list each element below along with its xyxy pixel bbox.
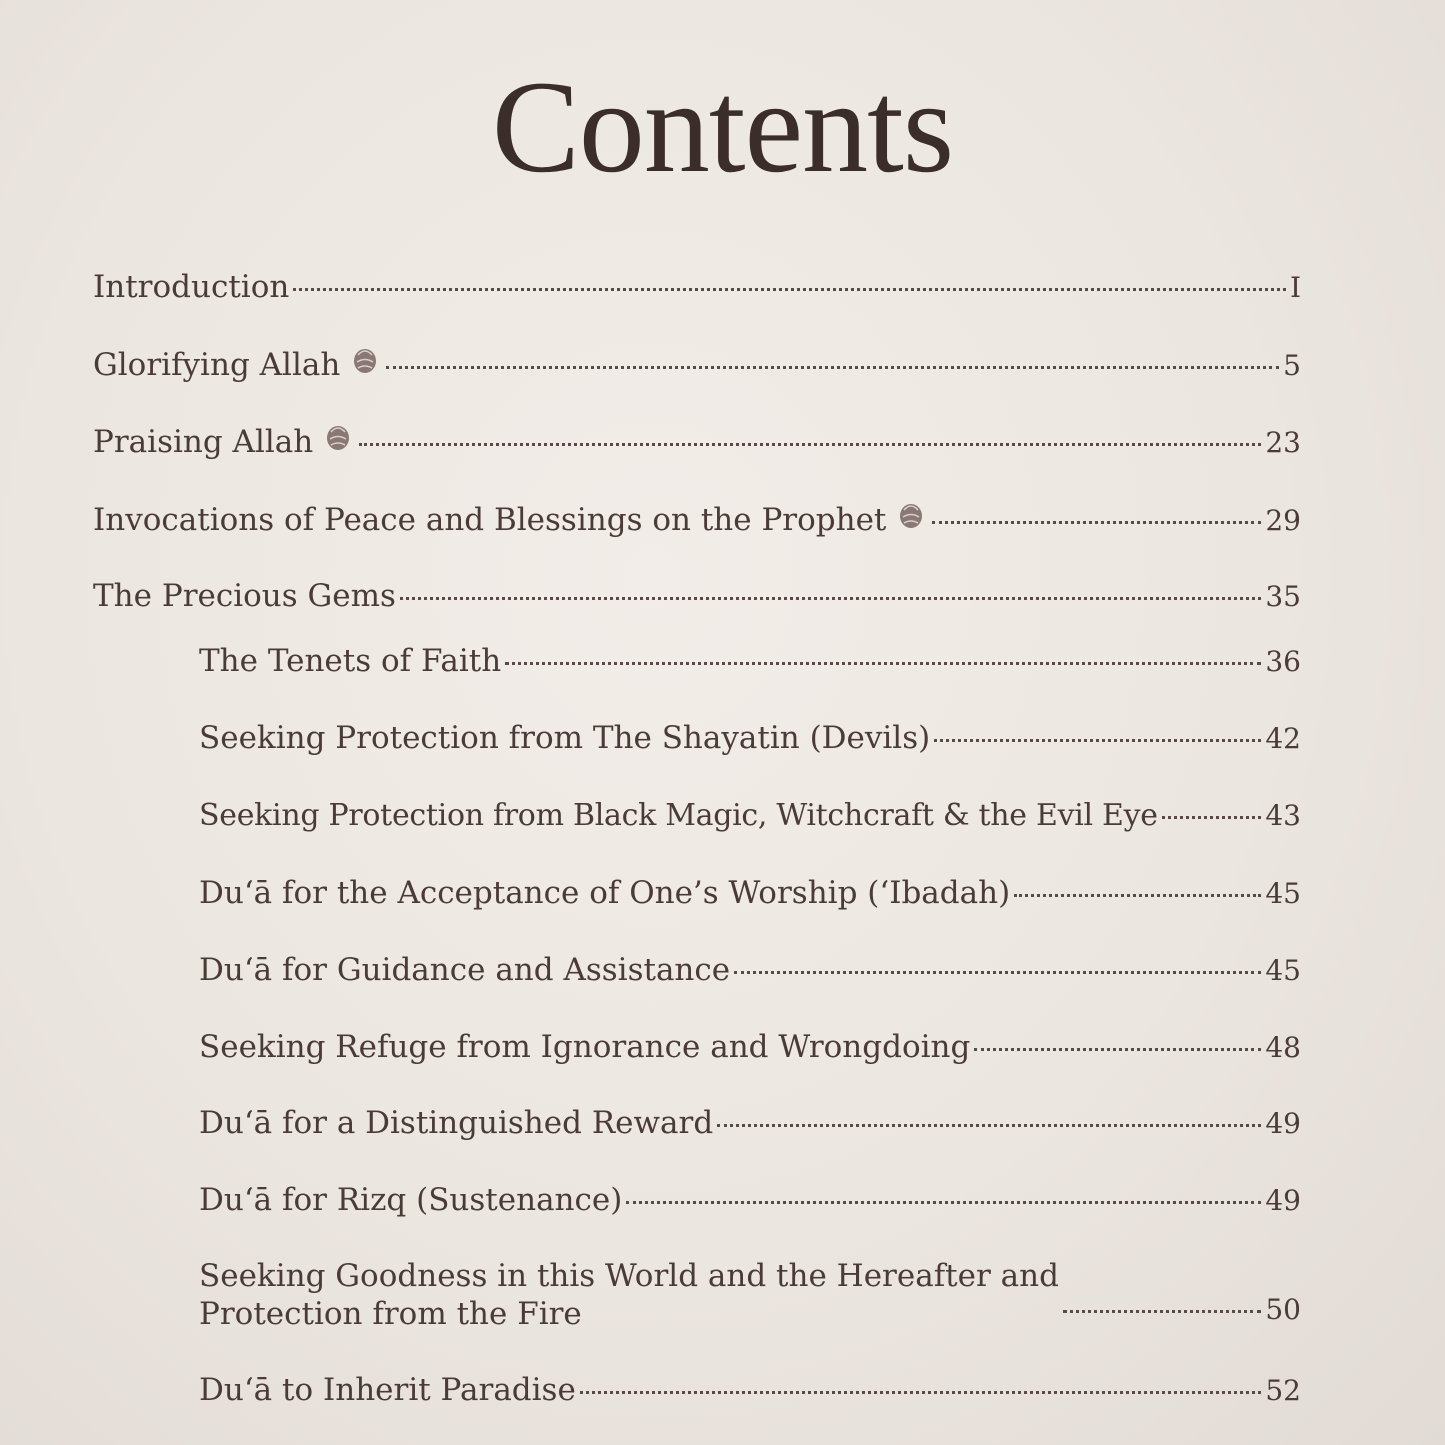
toc-entry-label: Introduction bbox=[93, 269, 290, 305]
toc-page-number: 43 bbox=[1265, 799, 1301, 832]
page-title: Contents bbox=[491, 53, 954, 200]
toc-page-number: 50 bbox=[1265, 1293, 1301, 1326]
toc-page-number: 35 bbox=[1265, 580, 1301, 613]
toc-page-number: 42 bbox=[1265, 722, 1301, 755]
toc-subentry[interactable] bbox=[199, 1104, 1301, 1143]
toc-entry-label: Du‘ā to Inherit Paradise bbox=[199, 1372, 576, 1408]
toc-entry[interactable] bbox=[93, 268, 1301, 307]
toc-entry[interactable] bbox=[93, 577, 1301, 616]
dot-leader bbox=[974, 1048, 1261, 1051]
dot-leader bbox=[400, 597, 1261, 600]
dot-leader bbox=[734, 971, 1261, 974]
toc-entry-label: Seeking Protection from The Shayatin (Devils) bbox=[199, 720, 931, 756]
honorific-calligraphy-icon bbox=[352, 345, 378, 375]
toc-entry-label: Praising Allah bbox=[93, 424, 314, 460]
toc-entry-label: Invocations of Peace and Blessings on the Prophet bbox=[93, 502, 887, 538]
dot-leader bbox=[626, 1201, 1261, 1204]
toc-page-number: I bbox=[1289, 271, 1301, 304]
toc-page-number: 45 bbox=[1265, 877, 1301, 910]
toc-entry-label: The Tenets of Faith bbox=[199, 643, 502, 679]
toc-subentry[interactable] bbox=[199, 1028, 1301, 1067]
toc-subentry[interactable] bbox=[199, 1257, 1301, 1333]
toc-entry[interactable] bbox=[93, 345, 1301, 385]
toc-subentry[interactable] bbox=[199, 797, 1301, 835]
dot-leader bbox=[1014, 894, 1261, 897]
dot-leader bbox=[293, 288, 1286, 291]
toc-page-number: 52 bbox=[1265, 1374, 1301, 1407]
dot-leader bbox=[717, 1124, 1261, 1127]
toc-subentry[interactable] bbox=[199, 1181, 1301, 1220]
toc-subentry[interactable] bbox=[199, 1371, 1301, 1410]
toc-entry-label: Du‘ā for Rizq (Sustenance) bbox=[199, 1182, 623, 1218]
toc-entry[interactable] bbox=[93, 500, 1301, 540]
toc-subentry[interactable] bbox=[199, 951, 1301, 990]
toc-entry-label: Du‘ā for the Acceptance of One’s Worship (‘Ibadah) bbox=[199, 875, 1011, 911]
toc-page-number: 48 bbox=[1265, 1031, 1301, 1064]
dot-leader bbox=[359, 443, 1261, 446]
toc-entry-label: Du‘ā for Guidance and Assistance bbox=[199, 952, 731, 988]
toc-page-number: 29 bbox=[1265, 504, 1301, 537]
toc-entry-label-line1: Seeking Goodness in this World and the Hereafter and bbox=[199, 1258, 1059, 1294]
dot-leader bbox=[1162, 816, 1262, 819]
toc-entry-label: Du‘ā for a Distinguished Reward bbox=[199, 1105, 714, 1141]
toc-subentry[interactable] bbox=[199, 642, 1301, 681]
toc-entry-label: Seeking Protection from Black Magic, Witchcraft & the Evil Eye bbox=[199, 798, 1158, 833]
dot-leader bbox=[934, 739, 1261, 742]
dot-leader bbox=[932, 521, 1261, 524]
dot-leader bbox=[1063, 1310, 1261, 1313]
toc-entry[interactable] bbox=[93, 422, 1301, 462]
toc-subentry[interactable] bbox=[199, 874, 1301, 913]
dot-leader bbox=[505, 662, 1261, 665]
honorific-calligraphy-icon bbox=[325, 422, 351, 452]
dot-leader bbox=[580, 1391, 1262, 1394]
dot-leader bbox=[386, 366, 1279, 369]
toc-entry-label: Glorifying Allah bbox=[93, 347, 341, 383]
toc-page-number: 49 bbox=[1265, 1184, 1301, 1217]
toc-page-number: 49 bbox=[1265, 1107, 1301, 1140]
toc-entry-label: The Precious Gems bbox=[93, 578, 396, 614]
toc-page-number: 23 bbox=[1265, 426, 1301, 459]
toc-entry-label-wrap bbox=[199, 1257, 1059, 1333]
toc-subentry[interactable] bbox=[199, 719, 1301, 758]
toc-entry-label: Seeking Refuge from Ignorance and Wrongdoing bbox=[199, 1029, 971, 1065]
toc-page-number: 5 bbox=[1283, 349, 1301, 382]
toc-page-number: 45 bbox=[1265, 954, 1301, 987]
toc-page-number: 36 bbox=[1265, 645, 1301, 678]
toc-entry-label: Protection from the Fire bbox=[199, 1296, 582, 1332]
honorific-calligraphy-icon bbox=[898, 500, 924, 530]
